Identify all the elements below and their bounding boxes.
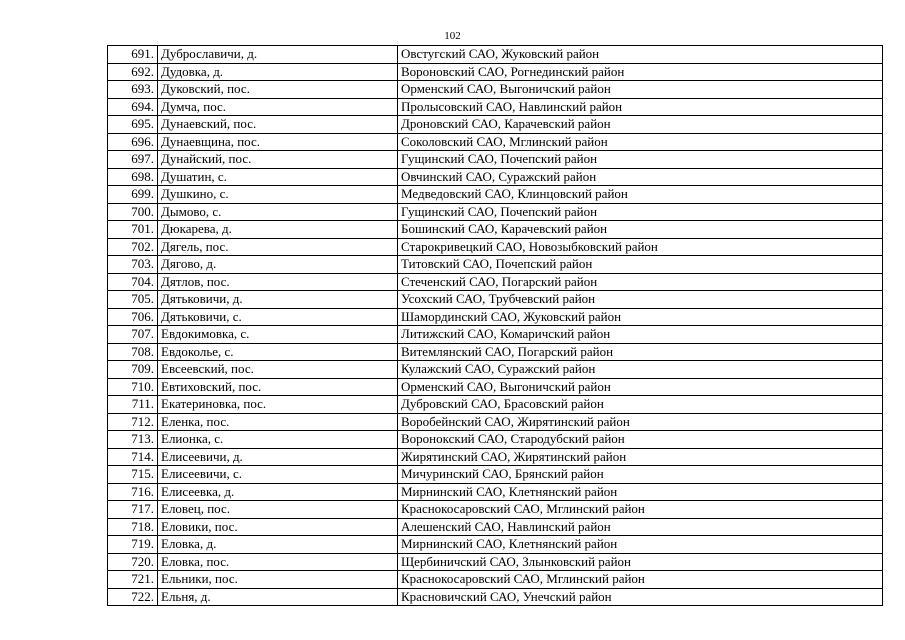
- row-number: 711.: [108, 396, 158, 414]
- row-number: 706.: [108, 308, 158, 326]
- district-name: Щербиничский САО, Злынковский район: [398, 553, 883, 571]
- row-number: 719.: [108, 536, 158, 554]
- settlement-name: Дымово, с.: [158, 203, 398, 221]
- table-row: [108, 238, 883, 256]
- settlement-name: Елионка, с.: [158, 431, 398, 449]
- row-number: 717.: [108, 501, 158, 519]
- row-number: 720.: [108, 553, 158, 571]
- district-name: Жирятинский САО, Жирятинский район: [398, 448, 883, 466]
- table-row: [108, 168, 883, 186]
- row-number: 705.: [108, 291, 158, 309]
- table-row: [108, 308, 883, 326]
- district-name: Стеченский САО, Погарский район: [398, 273, 883, 291]
- table-row: [108, 46, 883, 64]
- settlement-name: Дягель, пос.: [158, 238, 398, 256]
- row-number: 722.: [108, 588, 158, 606]
- table-row: [108, 396, 883, 414]
- district-name: Краснокосаровский САО, Мглинский район: [398, 571, 883, 589]
- district-name: Мичуринский САО, Брянский район: [398, 466, 883, 484]
- row-number: 721.: [108, 571, 158, 589]
- table-row: [108, 588, 883, 606]
- district-name: Медведовский САО, Клинцовский район: [398, 186, 883, 204]
- table-row: [108, 133, 883, 151]
- settlement-name: Думча, пос.: [158, 98, 398, 116]
- settlement-name: Ельники, пос.: [158, 571, 398, 589]
- row-number: 702.: [108, 238, 158, 256]
- table-row: [108, 116, 883, 134]
- table-row: [108, 466, 883, 484]
- settlement-name: Еловка, д.: [158, 536, 398, 554]
- settlement-name: Дуковский, пос.: [158, 81, 398, 99]
- settlement-name: Елисеевичи, с.: [158, 466, 398, 484]
- table-row: [108, 63, 883, 81]
- table-row: [108, 571, 883, 589]
- district-name: Витемлянский САО, Погарский район: [398, 343, 883, 361]
- settlement-name: Еловка, пос.: [158, 553, 398, 571]
- settlement-name: Дудовка, д.: [158, 63, 398, 81]
- table-row: [108, 501, 883, 519]
- table-row: [108, 203, 883, 221]
- row-number: 699.: [108, 186, 158, 204]
- settlement-name: Душатин, с.: [158, 168, 398, 186]
- table-row: [108, 431, 883, 449]
- settlement-name: Елисеевичи, д.: [158, 448, 398, 466]
- table-row: [108, 326, 883, 344]
- district-name: Краснокосаровский САО, Мглинский район: [398, 501, 883, 519]
- row-number: 698.: [108, 168, 158, 186]
- row-number: 710.: [108, 378, 158, 396]
- table-row: [108, 448, 883, 466]
- row-number: 707.: [108, 326, 158, 344]
- row-number: 714.: [108, 448, 158, 466]
- settlements-table-body: [108, 46, 883, 606]
- district-name: Соколовский САО, Мглинский район: [398, 133, 883, 151]
- row-number: 712.: [108, 413, 158, 431]
- table-row: [108, 343, 883, 361]
- district-name: Титовский САО, Почепский район: [398, 256, 883, 274]
- settlement-name: Дятьковичи, д.: [158, 291, 398, 309]
- settlement-name: Дягово, д.: [158, 256, 398, 274]
- settlement-name: Евсеевский, пос.: [158, 361, 398, 379]
- row-number: 700.: [108, 203, 158, 221]
- row-number: 693.: [108, 81, 158, 99]
- settlement-name: Еловики, пос.: [158, 518, 398, 536]
- table-row: [108, 256, 883, 274]
- table-row: [108, 186, 883, 204]
- district-name: Орменский САО, Выгоничский район: [398, 378, 883, 396]
- district-name: Орменский САО, Выгоничский район: [398, 81, 883, 99]
- district-name: Литижский САО, Комаричский район: [398, 326, 883, 344]
- settlement-name: Еленка, пос.: [158, 413, 398, 431]
- settlement-name: Евдоколье, с.: [158, 343, 398, 361]
- page-number: 102: [444, 30, 461, 42]
- row-number: 697.: [108, 151, 158, 169]
- row-number: 715.: [108, 466, 158, 484]
- district-name: Гущинский САО, Почепский район: [398, 203, 883, 221]
- table-row: [108, 553, 883, 571]
- table-row: [108, 273, 883, 291]
- row-number: 701.: [108, 221, 158, 239]
- settlements-table: [107, 45, 883, 606]
- district-name: Дроновский САО, Карачевский район: [398, 116, 883, 134]
- row-number: 696.: [108, 133, 158, 151]
- settlement-name: Евдокимовка, с.: [158, 326, 398, 344]
- settlement-name: Дунайский, пос.: [158, 151, 398, 169]
- table-row: [108, 518, 883, 536]
- district-name: Воронокский САО, Стародубский район: [398, 431, 883, 449]
- row-number: 703.: [108, 256, 158, 274]
- district-name: Старокривецкий САО, Новозыбковский район: [398, 238, 883, 256]
- district-name: Овчинский САО, Суражский район: [398, 168, 883, 186]
- table-row: [108, 98, 883, 116]
- row-number: 694.: [108, 98, 158, 116]
- district-name: Мирнинский САО, Клетнянский район: [398, 483, 883, 501]
- district-name: Мирнинский САО, Клетнянский район: [398, 536, 883, 554]
- table-row: [108, 378, 883, 396]
- settlement-name: Екатериновка, пос.: [158, 396, 398, 414]
- settlement-name: Дуброславичи, д.: [158, 46, 398, 64]
- row-number: 704.: [108, 273, 158, 291]
- row-number: 692.: [108, 63, 158, 81]
- district-name: Вороновский САО, Рогнединский район: [398, 63, 883, 81]
- row-number: 713.: [108, 431, 158, 449]
- district-name: Шамординский САО, Жуковский район: [398, 308, 883, 326]
- settlement-name: Евтиховский, пос.: [158, 378, 398, 396]
- row-number: 709.: [108, 361, 158, 379]
- district-name: Кулажский САО, Суражский район: [398, 361, 883, 379]
- row-number: 691.: [108, 46, 158, 64]
- table-row: [108, 361, 883, 379]
- table-row: [108, 81, 883, 99]
- district-name: Гущинский САО, Почепский район: [398, 151, 883, 169]
- row-number: 718.: [108, 518, 158, 536]
- settlement-name: Ельня, д.: [158, 588, 398, 606]
- district-name: Воробейнский САО, Жирятинский район: [398, 413, 883, 431]
- settlement-name: Дунаевский, пос.: [158, 116, 398, 134]
- settlement-name: Дюкарева, д.: [158, 221, 398, 239]
- district-name: Усохский САО, Трубчевский район: [398, 291, 883, 309]
- settlement-name: Дунаевщина, пос.: [158, 133, 398, 151]
- row-number: 695.: [108, 116, 158, 134]
- district-name: Бошинский САО, Карачевский район: [398, 221, 883, 239]
- table-row: [108, 483, 883, 501]
- district-name: Алешенский САО, Навлинский район: [398, 518, 883, 536]
- table-row: [108, 413, 883, 431]
- row-number: 716.: [108, 483, 158, 501]
- table-row: [108, 536, 883, 554]
- settlement-name: Елисеевка, д.: [158, 483, 398, 501]
- district-name: Пролысовский САО, Навлинский район: [398, 98, 883, 116]
- table-row: [108, 291, 883, 309]
- table-row: [108, 151, 883, 169]
- settlement-name: Дятьковичи, с.: [158, 308, 398, 326]
- settlement-name: Дятлов, пос.: [158, 273, 398, 291]
- district-name: Дубровский САО, Брасовский район: [398, 396, 883, 414]
- table-row: [108, 221, 883, 239]
- settlement-name: Душкино, с.: [158, 186, 398, 204]
- district-name: Овстугский САО, Жуковский район: [398, 46, 883, 64]
- district-name: Красновичский САО, Унечский район: [398, 588, 883, 606]
- settlement-name: Еловец, пос.: [158, 501, 398, 519]
- row-number: 708.: [108, 343, 158, 361]
